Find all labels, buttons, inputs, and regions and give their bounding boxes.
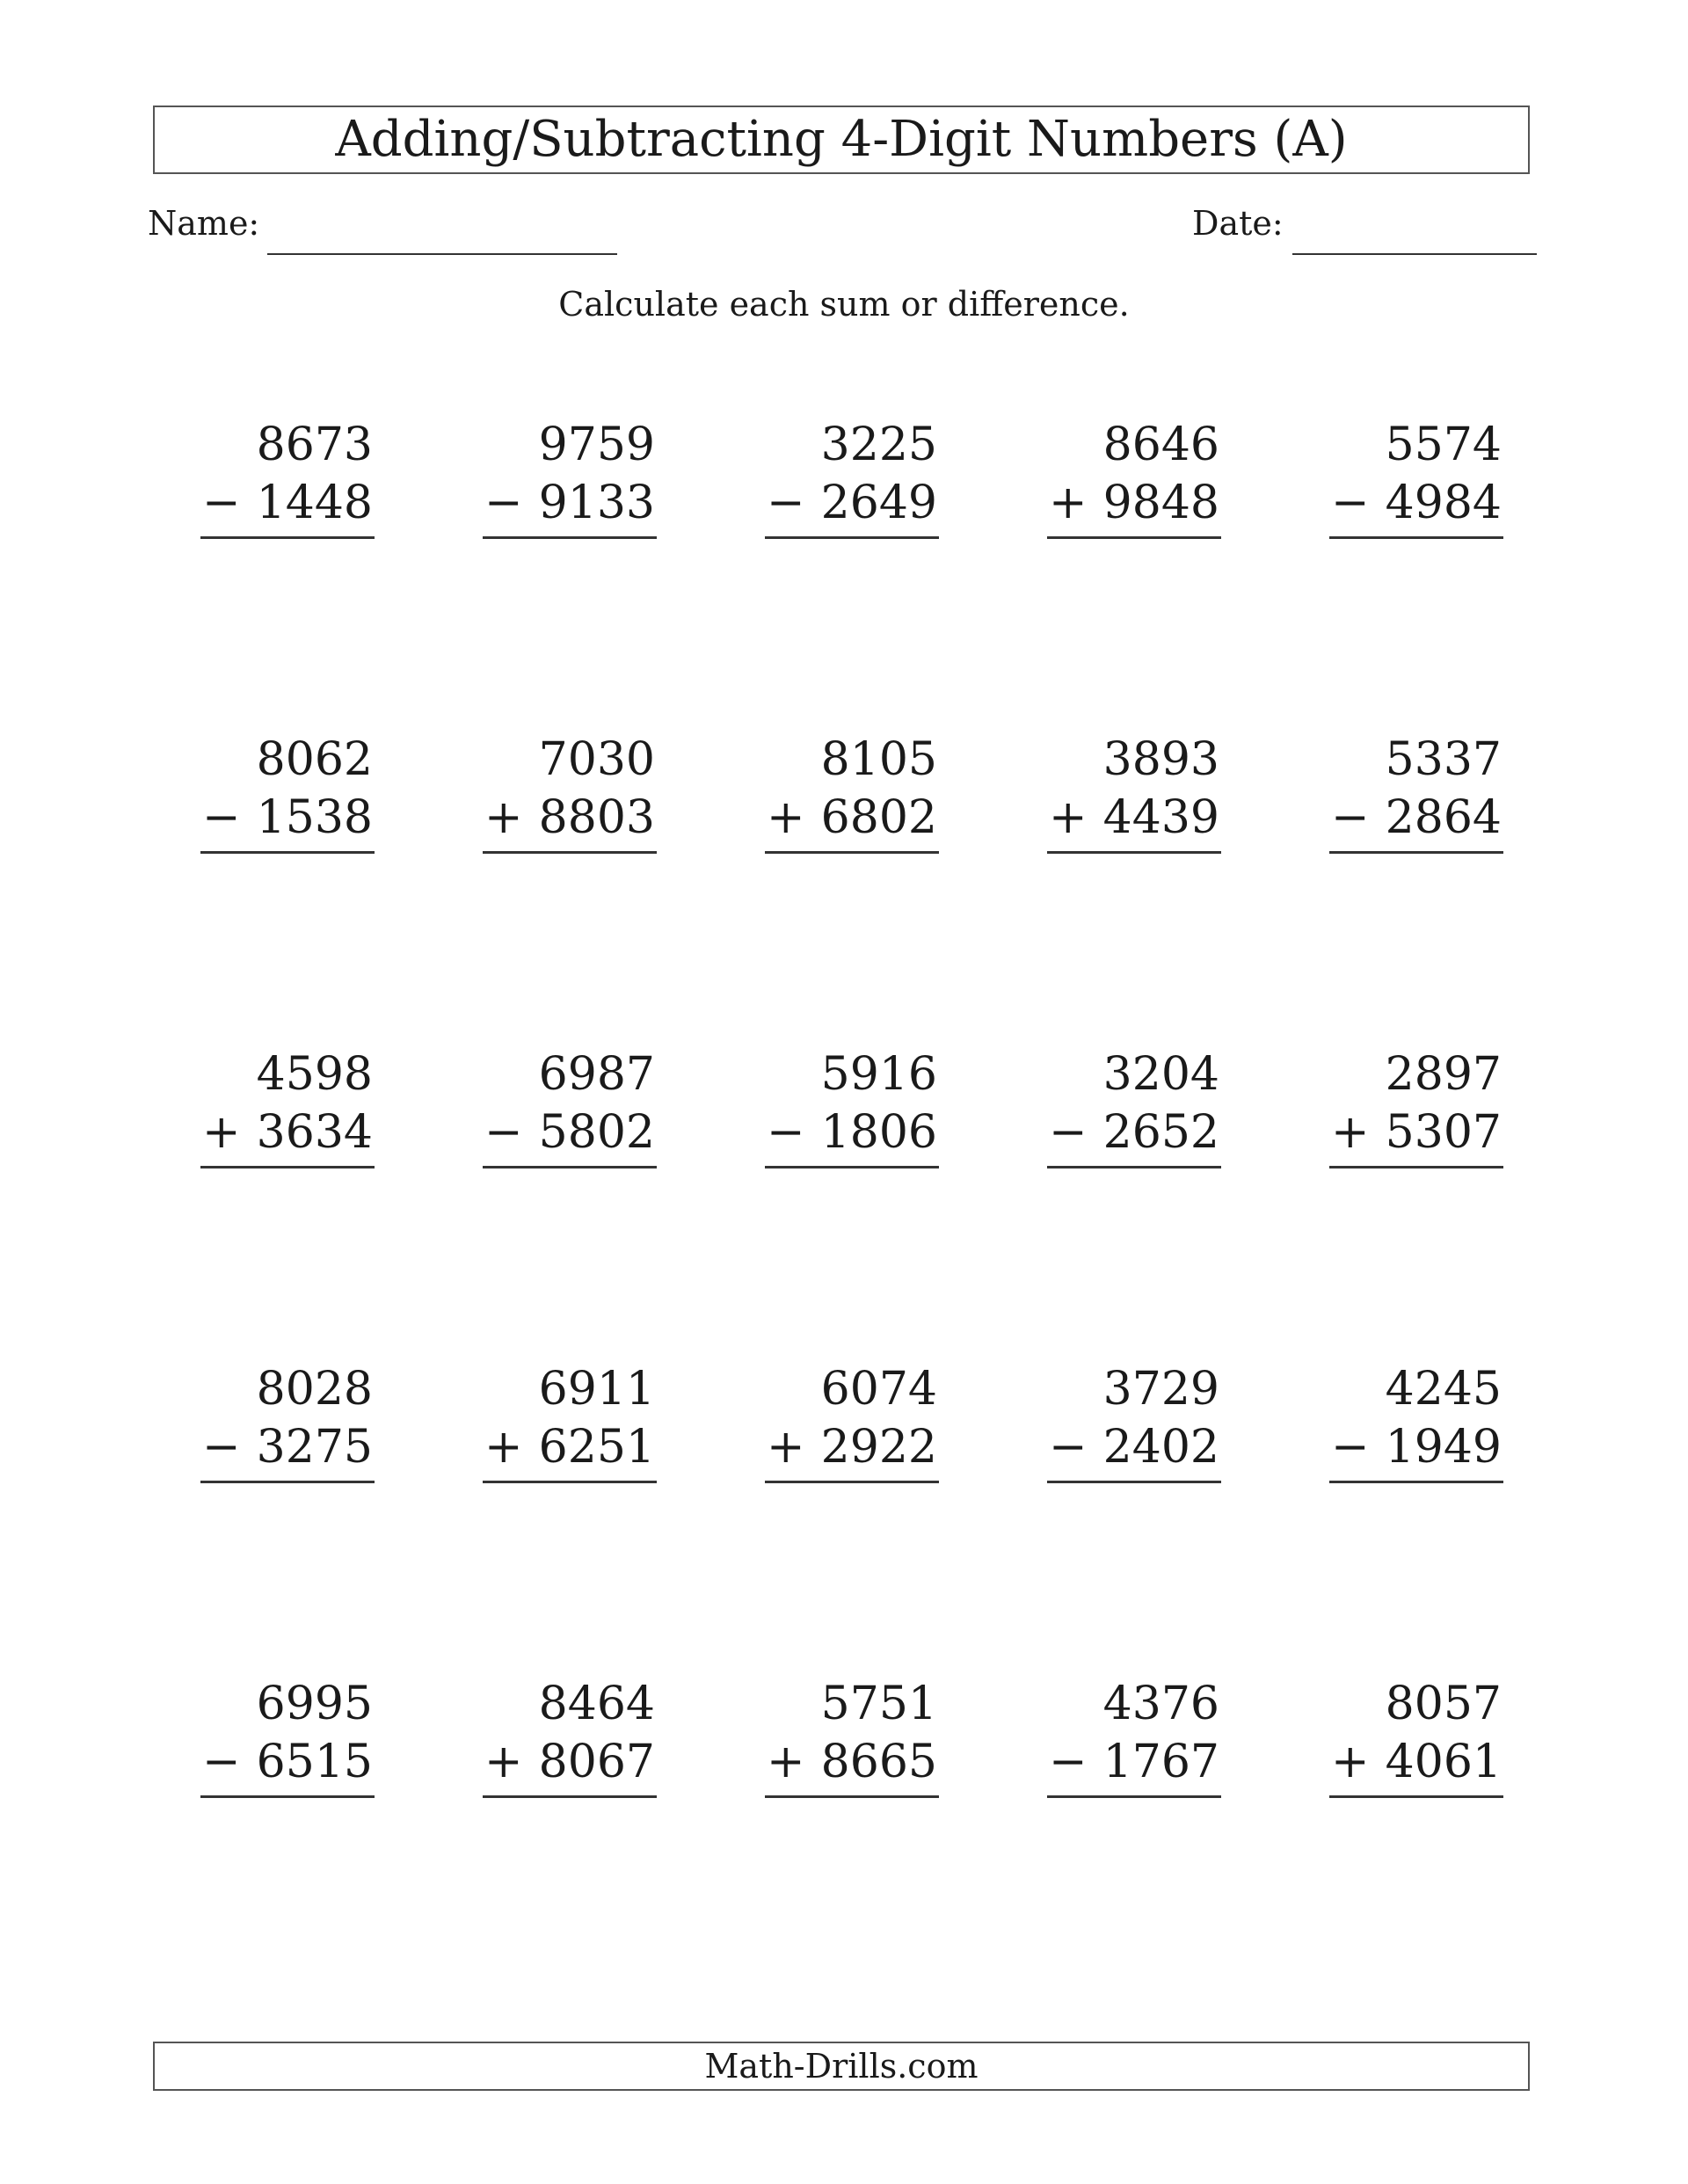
operator-sign: − bbox=[484, 477, 523, 529]
operator-sign: + bbox=[484, 1736, 523, 1788]
bottom-number: 6251 bbox=[538, 1421, 655, 1474]
operator-sign: − bbox=[484, 1106, 523, 1159]
problem-19 bbox=[1047, 1361, 1221, 1486]
top-number: 2897 bbox=[1385, 1048, 1502, 1101]
top-number: 3729 bbox=[1102, 1363, 1219, 1416]
top-number: 3225 bbox=[820, 419, 937, 471]
operator-sign: − bbox=[1049, 1106, 1088, 1159]
answer-line bbox=[1047, 851, 1221, 854]
operator-sign: + bbox=[767, 791, 805, 844]
problem-20 bbox=[1329, 1361, 1503, 1486]
worksheet-title: Adding/Subtracting 4-Digit Numbers (A) bbox=[153, 106, 1530, 174]
name-label: Name: bbox=[148, 204, 260, 243]
problem-24 bbox=[1047, 1676, 1221, 1801]
problem-10 bbox=[1329, 732, 1503, 856]
problem-15 bbox=[1329, 1046, 1503, 1171]
bottom-number: 4984 bbox=[1385, 477, 1502, 529]
bottom-number: 2649 bbox=[820, 477, 937, 529]
operator-sign: + bbox=[202, 1106, 241, 1159]
operator-sign: − bbox=[202, 1736, 241, 1788]
bottom-number: 9133 bbox=[538, 477, 655, 529]
operator-sign: − bbox=[1049, 1736, 1088, 1788]
problem-1 bbox=[200, 417, 375, 542]
answer-line bbox=[1329, 536, 1503, 539]
top-number: 6074 bbox=[820, 1363, 937, 1416]
top-number: 6987 bbox=[538, 1048, 655, 1101]
bottom-number: 2864 bbox=[1385, 791, 1502, 844]
answer-line bbox=[1047, 1166, 1221, 1168]
footer-credit: Math-Drills.com bbox=[153, 2042, 1530, 2091]
top-number: 4376 bbox=[1102, 1678, 1219, 1730]
operator-sign: + bbox=[767, 1421, 805, 1474]
operator-sign: − bbox=[1331, 477, 1370, 529]
operator-sign: + bbox=[484, 791, 523, 844]
operator-sign: + bbox=[767, 1736, 805, 1788]
bottom-number: 1806 bbox=[820, 1106, 937, 1159]
answer-line bbox=[765, 1166, 939, 1168]
answer-line bbox=[1047, 1795, 1221, 1798]
bottom-number: 6515 bbox=[256, 1736, 373, 1788]
answer-line bbox=[200, 1166, 375, 1168]
problem-11 bbox=[200, 1046, 375, 1171]
bottom-number: 1949 bbox=[1385, 1421, 1502, 1474]
instructions: Calculate each sum or difference. bbox=[558, 285, 1130, 324]
answer-line bbox=[200, 536, 375, 539]
problem-7 bbox=[483, 732, 657, 856]
problem-18 bbox=[765, 1361, 939, 1486]
answer-line bbox=[1329, 1795, 1503, 1798]
name-blank-line bbox=[267, 253, 617, 255]
answer-line bbox=[1047, 536, 1221, 539]
problem-14 bbox=[1047, 1046, 1221, 1171]
answer-line bbox=[765, 536, 939, 539]
operator-sign: + bbox=[1331, 1106, 1370, 1159]
bottom-number: 2402 bbox=[1102, 1421, 1219, 1474]
top-number: 3204 bbox=[1102, 1048, 1219, 1101]
bottom-number: 3275 bbox=[256, 1421, 373, 1474]
answer-line bbox=[200, 851, 375, 854]
top-number: 8062 bbox=[256, 733, 373, 786]
top-number: 4245 bbox=[1385, 1363, 1502, 1416]
operator-sign: − bbox=[767, 477, 805, 529]
bottom-number: 4061 bbox=[1385, 1736, 1502, 1788]
top-number: 3893 bbox=[1102, 733, 1219, 786]
problem-5 bbox=[1329, 417, 1503, 542]
problems-grid bbox=[200, 417, 1505, 1801]
bottom-number: 1448 bbox=[256, 477, 373, 529]
operator-sign: − bbox=[1331, 1421, 1370, 1474]
top-number: 8464 bbox=[538, 1678, 655, 1730]
answer-line bbox=[483, 536, 657, 539]
operator-sign: + bbox=[1331, 1736, 1370, 1788]
problem-8 bbox=[765, 732, 939, 856]
top-number: 4598 bbox=[256, 1048, 373, 1101]
answer-line bbox=[765, 851, 939, 854]
problem-23 bbox=[765, 1676, 939, 1801]
problem-3 bbox=[765, 417, 939, 542]
problem-16 bbox=[200, 1361, 375, 1486]
answer-line bbox=[765, 1795, 939, 1798]
bottom-number: 6802 bbox=[820, 791, 937, 844]
top-number: 5916 bbox=[820, 1048, 937, 1101]
problem-22 bbox=[483, 1676, 657, 1801]
top-number: 5751 bbox=[820, 1678, 937, 1730]
problem-25 bbox=[1329, 1676, 1503, 1801]
problem-4 bbox=[1047, 417, 1221, 542]
bottom-number: 2922 bbox=[820, 1421, 937, 1474]
answer-line bbox=[765, 1481, 939, 1483]
date-blank-line bbox=[1292, 253, 1537, 255]
problem-13 bbox=[765, 1046, 939, 1171]
top-number: 6995 bbox=[256, 1678, 373, 1730]
problem-21 bbox=[200, 1676, 375, 1801]
operator-sign: + bbox=[1049, 477, 1088, 529]
top-number: 6911 bbox=[538, 1363, 655, 1416]
problem-12 bbox=[483, 1046, 657, 1171]
date-label: Date: bbox=[1192, 204, 1284, 243]
answer-line bbox=[200, 1795, 375, 1798]
bottom-number: 8067 bbox=[538, 1736, 655, 1788]
answer-line bbox=[483, 1795, 657, 1798]
bottom-number: 4439 bbox=[1102, 791, 1219, 844]
problem-9 bbox=[1047, 732, 1221, 856]
top-number: 5337 bbox=[1385, 733, 1502, 786]
operator-sign: − bbox=[767, 1106, 805, 1159]
operator-sign: + bbox=[484, 1421, 523, 1474]
operator-sign: + bbox=[1049, 791, 1088, 844]
top-number: 8028 bbox=[256, 1363, 373, 1416]
top-number: 8057 bbox=[1385, 1678, 1502, 1730]
answer-line bbox=[1047, 1481, 1221, 1483]
operator-sign: − bbox=[202, 791, 241, 844]
operator-sign: − bbox=[202, 477, 241, 529]
bottom-number: 1767 bbox=[1102, 1736, 1219, 1788]
answer-line bbox=[1329, 851, 1503, 854]
operator-sign: − bbox=[1331, 791, 1370, 844]
problem-6 bbox=[200, 732, 375, 856]
top-number: 8673 bbox=[256, 419, 373, 471]
operator-sign: − bbox=[1049, 1421, 1088, 1474]
answer-line bbox=[1329, 1166, 1503, 1168]
bottom-number: 9848 bbox=[1102, 477, 1219, 529]
top-number: 8646 bbox=[1102, 419, 1219, 471]
answer-line bbox=[483, 851, 657, 854]
problem-17 bbox=[483, 1361, 657, 1486]
bottom-number: 1538 bbox=[256, 791, 373, 844]
top-number: 7030 bbox=[538, 733, 655, 786]
answer-line bbox=[1329, 1481, 1503, 1483]
bottom-number: 3634 bbox=[256, 1106, 373, 1159]
operator-sign: − bbox=[202, 1421, 241, 1474]
top-number: 5574 bbox=[1385, 419, 1502, 471]
top-number: 9759 bbox=[538, 419, 655, 471]
bottom-number: 8665 bbox=[820, 1736, 937, 1788]
bottom-number: 8803 bbox=[538, 791, 655, 844]
bottom-number: 5307 bbox=[1385, 1106, 1502, 1159]
answer-line bbox=[483, 1481, 657, 1483]
bottom-number: 5802 bbox=[538, 1106, 655, 1159]
answer-line bbox=[483, 1166, 657, 1168]
answer-line bbox=[200, 1481, 375, 1483]
top-number: 8105 bbox=[820, 733, 937, 786]
problem-2 bbox=[483, 417, 657, 542]
bottom-number: 2652 bbox=[1102, 1106, 1219, 1159]
